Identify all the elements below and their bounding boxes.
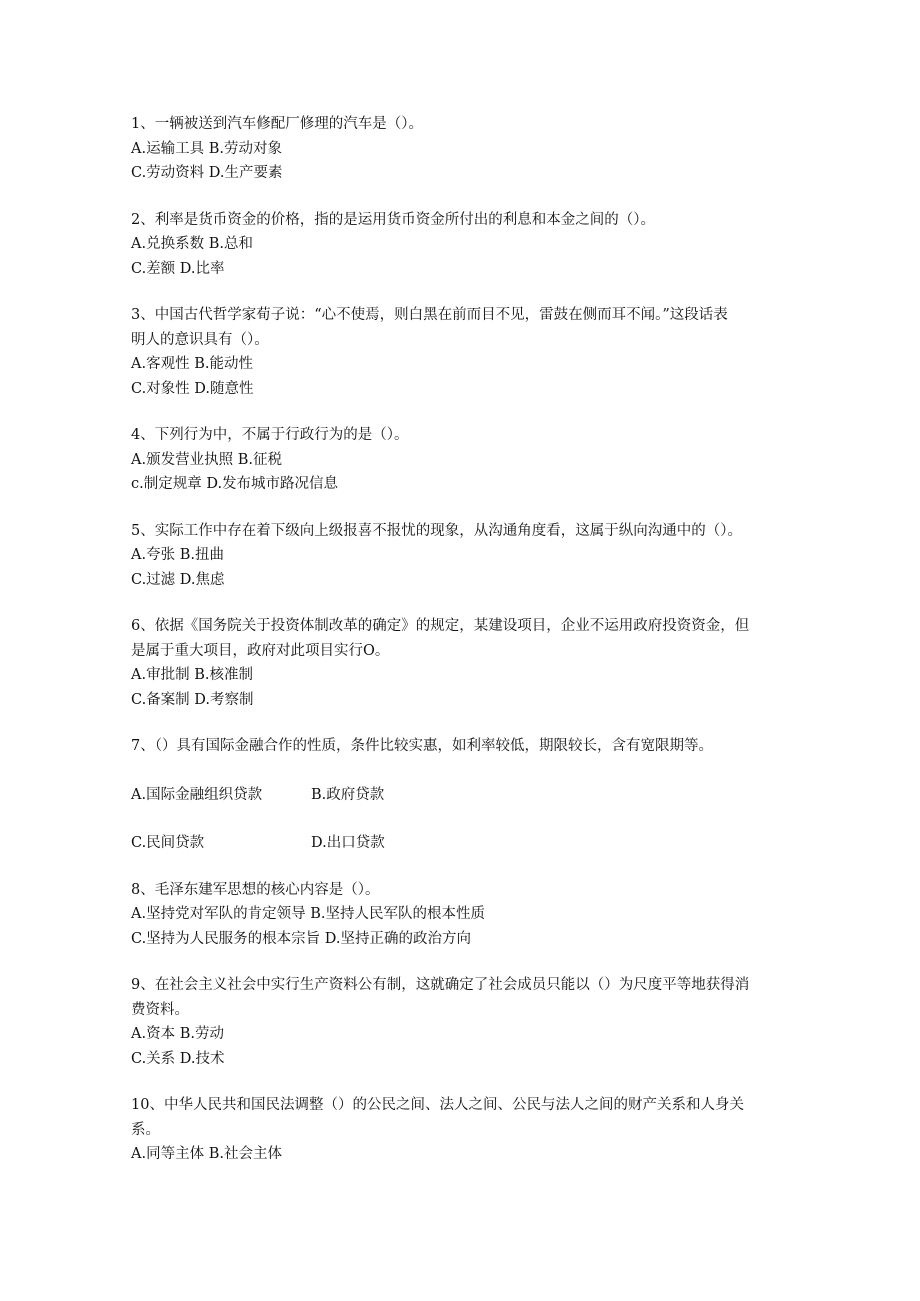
- option-a: A.国际金融组织贷款: [131, 786, 263, 803]
- question-stem: 5、实际工作中存在着下级向上级报喜不报忧的现象，从沟通角度看，这属于纵向沟通中的（）。: [131, 522, 742, 539]
- option-d: D.出口贷款: [311, 835, 385, 851]
- question-6: [131, 614, 791, 712]
- question-stem: 8、毛泽东建军思想的核心内容是（）。: [131, 881, 380, 898]
- options-row: A.夸张 B.扭曲: [131, 547, 224, 563]
- question-stem-line: 费资料。: [131, 1001, 189, 1018]
- options-row: C.差额 D.比率: [131, 260, 225, 277]
- option-c: C.民间贷款: [131, 835, 205, 851]
- options-row: C.备案制 D.考察制: [131, 691, 254, 708]
- options-row: [131, 831, 791, 856]
- options-row: C.关系 D.技术: [131, 1050, 225, 1067]
- question-stem-line: 9、在社会主义社会中实行生产资料公有制，这就确定了社会成员只能以（）为尺度平等地获得消: [131, 977, 750, 993]
- question-stem: 2、利率是货币资金的价格，指的是运用货币资金所付出的利息和本金之间的（）。: [131, 211, 655, 228]
- question-stem: 4、下列行为中，不属于行政行为的是（）。: [131, 427, 409, 443]
- options-row: C.对象性 D.随意性: [131, 380, 254, 397]
- option-b: B.政府贷款: [311, 786, 385, 803]
- options-row: [131, 783, 791, 808]
- options-row: C.劳动资料 D.生产要素: [131, 165, 283, 181]
- question-9: [131, 973, 791, 1071]
- document-page: [131, 112, 791, 1189]
- options-row: A.坚持党对军队的肯定领导 B.坚持人民军队的根本性质: [131, 906, 485, 922]
- question-stem-line: 3、中国古代哲学家荀子说：“心不使焉，则白黑在前而目不见，雷鼓在侧而耳不闻。”这段话表: [131, 307, 728, 323]
- options-row: A.客观性 B.能动性: [131, 356, 253, 372]
- question-10: [131, 1093, 791, 1167]
- question-stem-line: 是属于重大项目，政府对此项目实行O。: [131, 642, 390, 659]
- question-stem: 1、一辆被送到汽车修配厂修理的汽车是（）。: [131, 116, 423, 132]
- options-row: A.同等主体 B.社会主体: [131, 1146, 282, 1162]
- options-row: A.运输工具 B.劳动对象: [131, 140, 282, 157]
- options-row: C.坚持为人民服务的根本宗旨 D.坚持正确的政治方向: [131, 930, 472, 947]
- question-1: [131, 112, 791, 186]
- question-7: [131, 734, 791, 856]
- options-row: A.颁发营业执照 B.征税: [131, 451, 282, 468]
- options-row: A.资本 B.劳动: [131, 1026, 224, 1042]
- question-2: [131, 208, 791, 282]
- question-stem-line: 系。: [131, 1121, 160, 1138]
- options-row: A.审批制 B.核准制: [131, 667, 253, 683]
- question-stem-line: 明人的意识具有（）。: [131, 331, 269, 348]
- question-stem: 7、（）具有国际金融合作的性质，条件比较实惠，如利率较低，期限较长，含有宽限期等。: [131, 738, 713, 754]
- question-4: [131, 423, 791, 497]
- question-stem-line: 10、中华人民共和国民法调整（）的公民之间、法人之间、公民与法人之间的财产关系和人身关: [131, 1097, 744, 1113]
- question-8: [131, 878, 791, 952]
- question-5: [131, 519, 791, 593]
- options-row: c.制定规章 D.发布城市路况信息: [131, 476, 339, 492]
- question-3: [131, 303, 791, 401]
- options-row: A.兑换系数 B.总和: [131, 236, 253, 252]
- question-stem-line: 6、依据《国务院关于投资体制改革的确定》的规定，某建设项目，企业不运用政府投资资金，但: [131, 618, 750, 634]
- options-row: C.过滤 D.焦虑: [131, 571, 225, 588]
